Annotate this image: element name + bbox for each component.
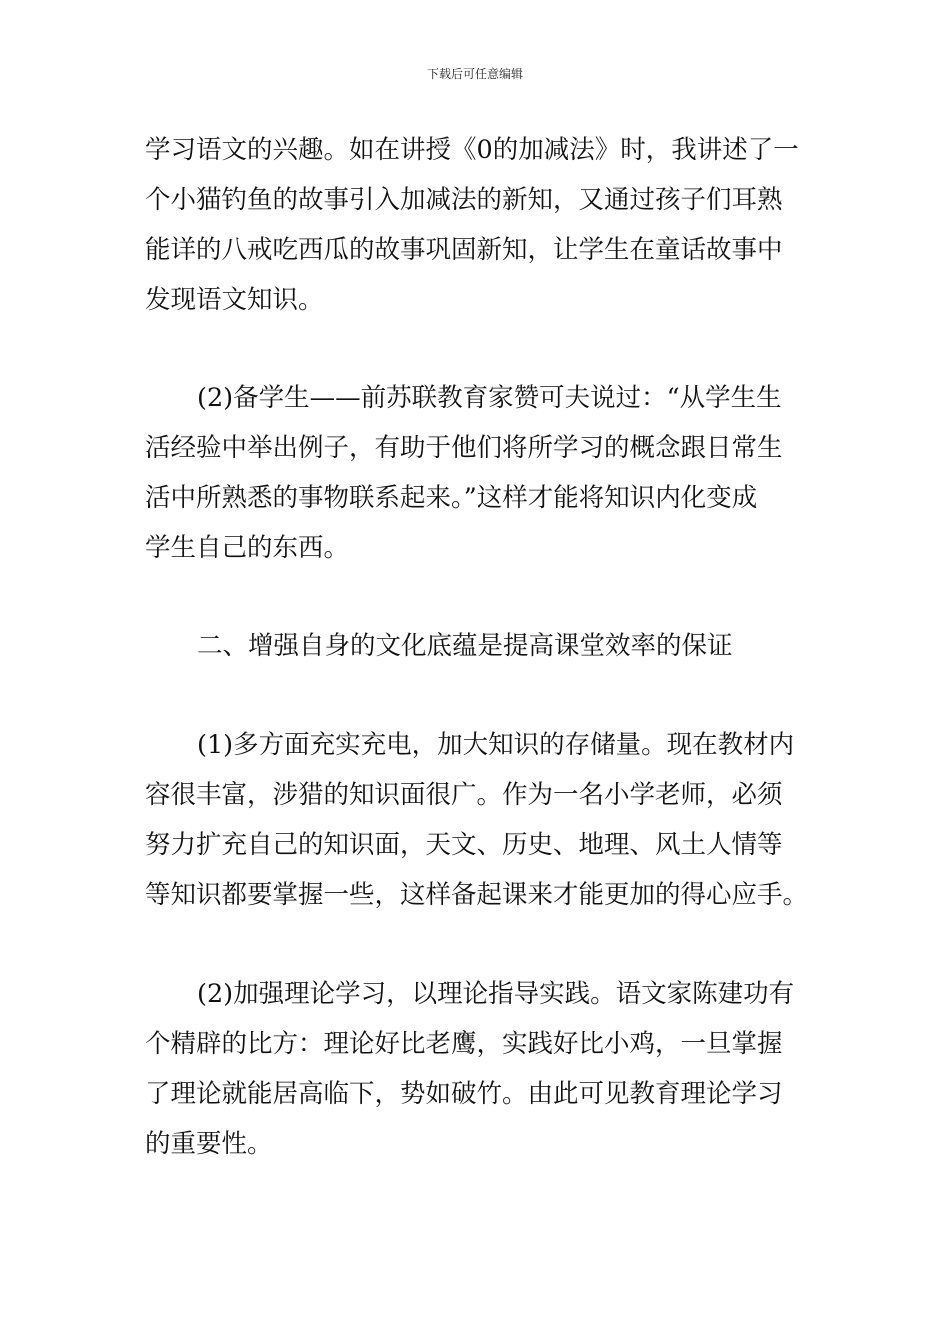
paragraph-2 bbox=[145, 373, 810, 573]
paragraph-3 bbox=[145, 720, 810, 920]
paragraph-line: 能详的八戒吃西瓜的故事巩固新知，让学生在童话故事中 bbox=[145, 235, 783, 265]
paragraph-line: 发现语文知识。 bbox=[145, 285, 324, 315]
paragraph-line: (2)加强理论学习，以理论指导实践。语文家陈建功有 bbox=[197, 979, 795, 1009]
page-header: 下载后可任意编辑 bbox=[426, 67, 523, 81]
paragraph-4 bbox=[145, 969, 810, 1169]
paragraph-line: 个精辟的比方：理论好比老鹰，实践好比小鸡，一旦掌握 bbox=[145, 1029, 783, 1059]
section-heading-text: 二、增强自身的文化底蕴是提高课堂效率的保证 bbox=[197, 631, 733, 661]
paragraph-line: 个小猫钓鱼的故事引入加减法的新知，又通过孩子们耳熟 bbox=[145, 185, 783, 215]
paragraph-line: 了理论就能居高临下，势如破竹。由此可见教育理论学习 bbox=[145, 1079, 783, 1109]
paragraph-line: 活中所熟悉的事物联系起来。”这样才能将知识内化变成 bbox=[145, 483, 758, 513]
paragraph-line: (1)多方面充实充电，加大知识的存储量。现在教材内 bbox=[197, 730, 795, 760]
paragraph-line: (2)备学生——前苏联教育家赞可夫说过：“从学生生 bbox=[197, 383, 782, 413]
paragraph-1 bbox=[145, 125, 810, 325]
paragraph-line: 学习语文的兴趣。如在讲授《0的加减法》时，我讲述了一 bbox=[145, 135, 799, 165]
paragraph-line: 学生自己的东西。 bbox=[145, 533, 350, 563]
paragraph-line: 容很丰富，涉猎的知识面很广。作为一名小学老师，必须 bbox=[145, 780, 783, 810]
section-heading bbox=[145, 621, 810, 671]
paragraph-line: 的重要性。 bbox=[145, 1129, 273, 1159]
paragraph-line: 努力扩充自己的知识面，天文、历史、地理、风土人情等 bbox=[145, 830, 783, 860]
paragraph-line: 等知识都要掌握一些，这样备起课来才能更加的得心应手。 bbox=[145, 880, 809, 910]
paragraph-line: 活经验中举出例子，有助于他们将所学习的概念跟日常生 bbox=[145, 433, 783, 463]
